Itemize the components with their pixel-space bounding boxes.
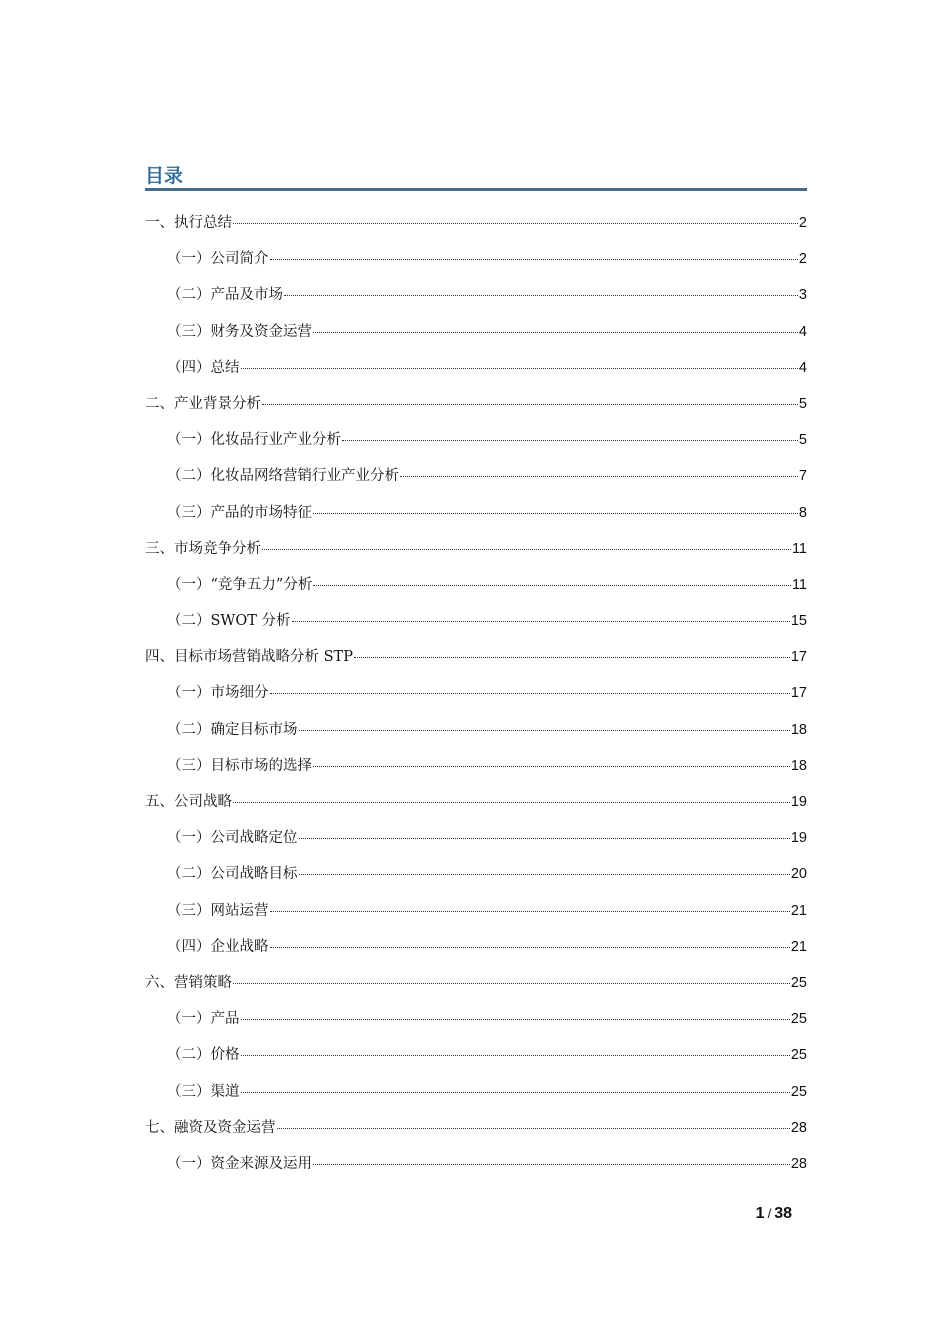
toc-entry-label: （二）SWOT 分析 — [167, 613, 291, 630]
toc-entry-label: 三、市场竞争分析 — [145, 540, 261, 557]
toc-dot-leader — [400, 476, 798, 477]
toc-entry[interactable] — [145, 277, 807, 313]
toc-entry-label: （四）企业战略 — [167, 938, 269, 955]
toc-entry[interactable] — [145, 241, 807, 277]
toc-entry-page-number: 20 — [790, 866, 807, 883]
toc-entry[interactable] — [145, 893, 807, 929]
toc-entry-page-number: 3 — [798, 287, 807, 304]
toc-entry[interactable] — [145, 567, 807, 603]
toc-dot-leader — [313, 332, 798, 333]
toc-title: 目录 — [145, 165, 184, 187]
toc-dot-leader — [313, 1164, 790, 1165]
toc-entry[interactable] — [145, 965, 807, 1001]
toc-entry-page-number: 28 — [790, 1119, 807, 1136]
toc-dot-leader — [270, 259, 798, 260]
toc-dot-leader — [241, 1092, 790, 1093]
toc-entry-label: （二）化妆品网络营销行业产业分析 — [167, 468, 399, 485]
toc-entry[interactable] — [145, 784, 807, 820]
page-number — [700, 1205, 792, 1223]
toc-entry-label: （一）“竞争五力”分析 — [167, 576, 313, 593]
toc-entry-page-number: 5 — [798, 432, 807, 449]
toc-entry-label: （一）化妆品行业产业分析 — [167, 432, 341, 449]
toc-dot-leader — [354, 657, 790, 658]
toc-entry[interactable] — [145, 314, 807, 350]
toc-title-underline — [145, 188, 807, 191]
page-separator: / — [767, 1206, 772, 1221]
toc-entry-page-number: 28 — [790, 1155, 807, 1172]
toc-entry-label: 四、目标市场营销战略分析 STP — [145, 649, 353, 666]
toc-entry-page-number: 17 — [790, 649, 807, 666]
toc-dot-leader — [241, 1055, 790, 1056]
toc-dot-leader — [284, 295, 798, 296]
toc-entry-label: （二）公司战略目标 — [167, 866, 298, 883]
toc-dot-leader — [342, 440, 798, 441]
toc-entry[interactable] — [145, 1037, 807, 1073]
toc-entry-page-number: 17 — [790, 685, 807, 702]
toc-dot-leader — [241, 368, 798, 369]
toc-entry-page-number: 4 — [798, 359, 807, 376]
toc-entry-label: （三）网站运营 — [167, 902, 269, 919]
toc-entry[interactable] — [145, 929, 807, 965]
toc-entry-label: （一）市场细分 — [167, 685, 269, 702]
toc-dot-leader — [313, 585, 791, 586]
toc-entry-label: 七、融资及资金运营 — [145, 1119, 276, 1136]
toc-entry-label: （一）公司简介 — [167, 251, 269, 268]
toc-entry-page-number: 21 — [790, 902, 807, 919]
toc-entry-label: （一）资金来源及运用 — [167, 1155, 312, 1172]
toc-entry-page-number: 15 — [790, 613, 807, 630]
toc-entry-page-number: 2 — [798, 251, 807, 268]
toc-entry-page-number: 21 — [790, 938, 807, 955]
toc-dot-leader — [270, 911, 790, 912]
toc-entry[interactable] — [145, 856, 807, 892]
toc-entry-page-number: 18 — [790, 721, 807, 738]
toc-entry[interactable] — [145, 675, 807, 711]
toc-entry-label: （三）财务及资金运营 — [167, 323, 312, 340]
toc-entry[interactable] — [145, 712, 807, 748]
toc-entry-page-number: 25 — [790, 1011, 807, 1028]
toc-entry[interactable] — [145, 748, 807, 784]
toc-dot-leader — [313, 513, 798, 514]
toc-entry[interactable] — [145, 820, 807, 856]
toc-entry-page-number: 5 — [798, 395, 807, 412]
toc-dot-leader — [270, 947, 790, 948]
toc-entry-page-number: 7 — [798, 468, 807, 485]
toc-entry-page-number: 4 — [798, 323, 807, 340]
toc-dot-leader — [313, 766, 790, 767]
current-page-number: 1 — [755, 1205, 765, 1222]
toc-entry-label: （一）公司战略定位 — [167, 830, 298, 847]
toc-dot-leader — [299, 730, 790, 731]
toc-entry[interactable] — [145, 458, 807, 494]
toc-dot-leader — [233, 223, 798, 224]
toc-dot-leader — [233, 802, 790, 803]
toc-entry-page-number: 19 — [790, 794, 807, 810]
toc-dot-leader — [299, 838, 790, 839]
toc-dot-leader — [292, 621, 790, 622]
toc-entry[interactable] — [145, 350, 807, 386]
toc-entry[interactable] — [145, 1074, 807, 1110]
toc-entry-label: （三）产品的市场特征 — [167, 504, 312, 521]
toc-entry-label: 二、产业背景分析 — [145, 395, 261, 412]
toc-entry-label: （三）渠道 — [167, 1083, 240, 1100]
toc-entry-page-number: 11 — [791, 576, 807, 593]
toc-dot-leader — [299, 874, 790, 875]
toc-entry-page-number: 18 — [790, 757, 807, 774]
toc-entry[interactable] — [145, 639, 807, 675]
toc-entry[interactable] — [145, 386, 807, 422]
toc-entry-label: 五、公司战略 — [145, 794, 232, 810]
toc-dot-leader — [270, 693, 790, 694]
toc-entry-label: （二）确定目标市场 — [167, 721, 298, 738]
toc-entry-label: （二）价格 — [167, 1047, 240, 1064]
total-page-count: 38 — [774, 1205, 792, 1222]
toc-entry[interactable] — [145, 1146, 807, 1182]
toc-entry-page-number: 8 — [798, 504, 807, 521]
toc-entry-label: （一）产品 — [167, 1011, 240, 1028]
toc-dot-leader — [233, 983, 790, 984]
toc-entry[interactable] — [145, 1001, 807, 1037]
toc-entry[interactable] — [145, 603, 807, 639]
toc-dot-leader — [262, 404, 798, 405]
toc-entry-page-number: 25 — [790, 1047, 807, 1064]
toc-entry-page-number: 19 — [790, 830, 807, 847]
toc-entry[interactable] — [145, 495, 807, 531]
toc-entry-page-number: 25 — [790, 1083, 807, 1100]
toc-dot-leader — [241, 1019, 790, 1020]
toc-entry-page-number: 11 — [791, 540, 807, 557]
toc-entry-label: （三）目标市场的选择 — [167, 757, 312, 774]
toc-dot-leader — [277, 1128, 790, 1129]
toc-entry-label: （四）总结 — [167, 359, 240, 376]
toc-entry[interactable] — [145, 1110, 807, 1146]
toc-entry[interactable] — [145, 422, 807, 458]
toc-entry-label: （二）产品及市场 — [167, 287, 283, 304]
toc-entry-page-number: 25 — [790, 974, 807, 991]
toc-entry[interactable] — [145, 205, 807, 241]
toc-dot-leader — [262, 549, 791, 550]
toc-entry-label: 一、执行总结 — [145, 215, 232, 231]
toc-entry-page-number: 2 — [798, 215, 807, 231]
toc-list — [145, 205, 807, 1182]
toc-entry[interactable] — [145, 531, 807, 567]
toc-entry-label: 六、营销策略 — [145, 974, 232, 991]
